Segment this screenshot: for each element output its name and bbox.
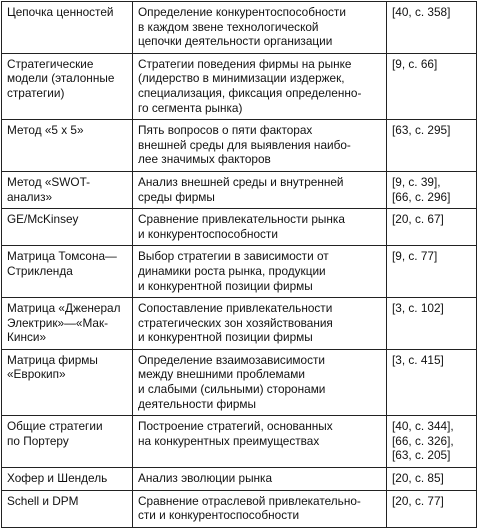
method-cell: Общие стратегии по Портеру: [2, 416, 133, 468]
method-cell: GE/McKinsey: [2, 209, 133, 246]
description-cell: Анализ эволюции рынка: [133, 468, 387, 491]
method-cell: Метод «SWOT- анализ»: [2, 171, 133, 208]
description-cell: Сравнение отраслевой привлекательно- сти и конкурентоспособности: [133, 490, 387, 527]
table-row: [2, 53, 477, 119]
source-cell: [20, с. 85]: [387, 468, 477, 491]
table-row: [2, 298, 477, 350]
table-row: [2, 246, 477, 298]
description-cell: Стратегии поведения фирмы на рынке (лидерство в минимизации издержек, специализация, фиксация определенно- го сегмента рынка): [133, 53, 387, 119]
method-cell: Стратегические модели (эталонные стратегии): [2, 53, 133, 119]
table-row: [2, 349, 477, 415]
table-row: [2, 2, 477, 54]
method-cell: Цепочка ценностей: [2, 2, 133, 54]
method-cell: Матрица «Дженерал Электрик»—«Мак- Кинси»: [2, 298, 133, 350]
source-cell: [9, с. 66]: [387, 53, 477, 119]
description-cell: Определение взаимозависимости между внешними проблемами и слабыми (сильными) сторонами деятельности фирмы: [133, 349, 387, 415]
source-cell: [3, с. 415]: [387, 349, 477, 415]
source-cell: [40, с. 358]: [387, 2, 477, 54]
table-row: [2, 416, 477, 468]
method-cell: Хофер и Шендель: [2, 468, 133, 491]
source-cell: [3, с. 102]: [387, 298, 477, 350]
description-cell: Построение стратегий, основанных на конкурентных преимуществах: [133, 416, 387, 468]
method-cell: Метод «5 x 5»: [2, 120, 133, 172]
description-cell: Определение конкурентоспособности в каждом звене технологической цепочки деятельности организации: [133, 2, 387, 54]
description-cell: Сравнение привлекательности рынка и конкурентоспособности: [133, 209, 387, 246]
source-cell: [20, с. 67]: [387, 209, 477, 246]
source-cell: [20, с. 77]: [387, 490, 477, 527]
source-cell: [63, с. 295]: [387, 120, 477, 172]
description-cell: Анализ внешней среды и внутренней среды фирмы: [133, 171, 387, 208]
table-row: [2, 468, 477, 491]
table-row: [2, 120, 477, 172]
source-cell: [9, с. 39], [66, с. 296]: [387, 171, 477, 208]
source-cell: [40, с. 344], [66, с. 326], [63, с. 205]: [387, 416, 477, 468]
description-cell: Выбор стратегии в зависимости от динамики роста рынка, продукции и конкурентной позиции фирмы: [133, 246, 387, 298]
source-cell: [9, с. 77]: [387, 246, 477, 298]
description-cell: Сопоставление привлекательности стратегических зон хозяйствования и конкурентной позиции фирмы: [133, 298, 387, 350]
methods-table: [1, 1, 477, 528]
table-row: [2, 171, 477, 208]
table-row: [2, 490, 477, 527]
table-row: [2, 209, 477, 246]
method-cell: Schell и DPM: [2, 490, 133, 527]
method-cell: Матрица фирмы «Еврокип»: [2, 349, 133, 415]
method-cell: Матрица Томсона— Стрикленда: [2, 246, 133, 298]
description-cell: Пять вопросов о пяти факторах внешней среды для выявления наибо- лее значимых факторов: [133, 120, 387, 172]
